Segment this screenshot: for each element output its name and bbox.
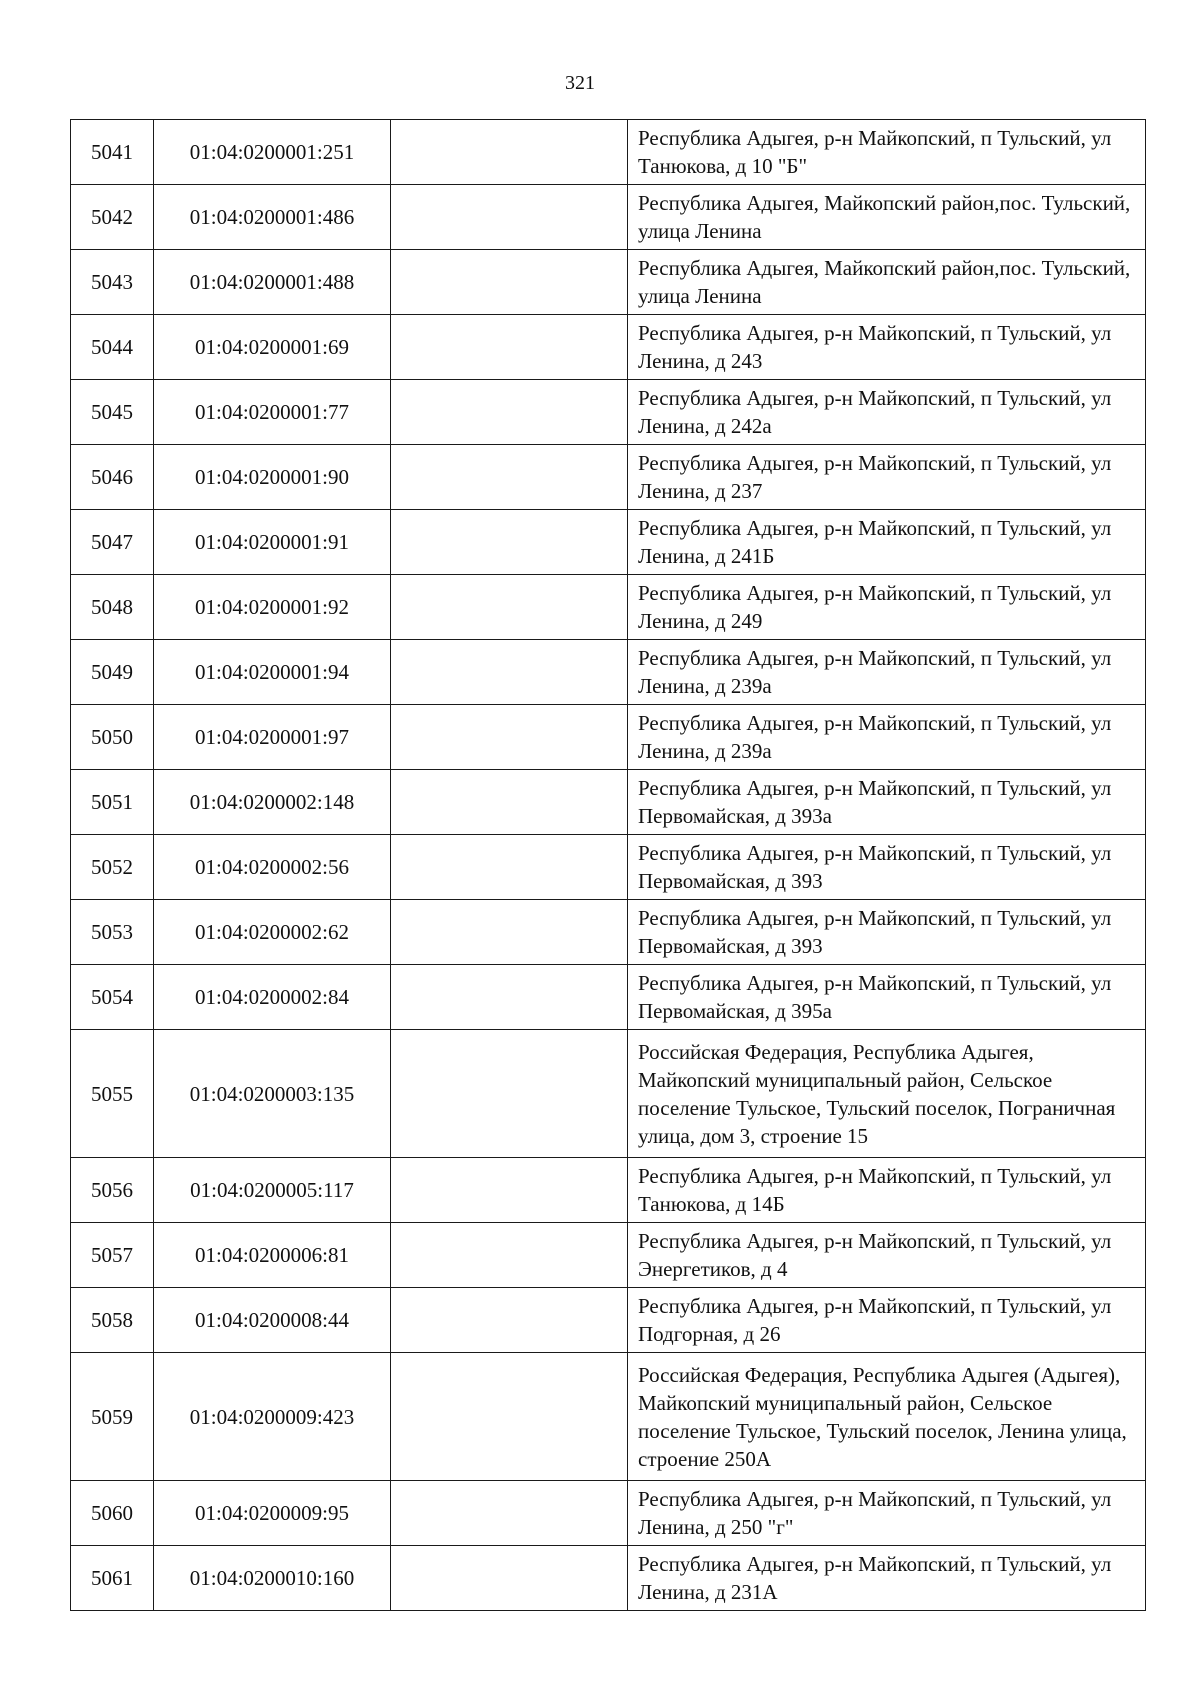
registry-table [70,119,1146,1611]
address-cell: Республика Адыгея, р-н Майкопский, п Тульский, ул Первомайская, д 395а [628,965,1146,1030]
extra-cell [391,1223,628,1288]
extra-cell [391,1546,628,1611]
address-cell: Республика Адыгея, р-н Майкопский, п Тульский, ул Ленина, д 231А [628,1546,1146,1611]
row-number-cell: 5061 [71,1546,154,1611]
table-row [71,120,1146,185]
row-number-cell: 5044 [71,315,154,380]
address-cell: Республика Адыгея, р-н Майкопский, п Тульский, ул Первомайская, д 393а [628,770,1146,835]
table-row [71,185,1146,250]
table-row [71,250,1146,315]
row-number-cell: 5041 [71,120,154,185]
address-cell: Республика Адыгея, р-н Майкопский, п Тульский, ул Ленина, д 242а [628,380,1146,445]
table-row [71,1481,1146,1546]
extra-cell [391,965,628,1030]
cadastral-number-cell: 01:04:0200008:44 [154,1288,391,1353]
cadastral-number-cell: 01:04:0200001:77 [154,380,391,445]
row-number-cell: 5042 [71,185,154,250]
row-number-cell: 5043 [71,250,154,315]
cadastral-number-cell: 01:04:0200010:160 [154,1546,391,1611]
extra-cell [391,120,628,185]
table-row [71,965,1146,1030]
extra-cell [391,1158,628,1223]
table-row [71,1546,1146,1611]
cadastral-number-cell: 01:04:0200005:117 [154,1158,391,1223]
row-number-cell: 5058 [71,1288,154,1353]
row-number-cell: 5046 [71,445,154,510]
extra-cell [391,900,628,965]
row-number-cell: 5050 [71,705,154,770]
extra-cell [391,510,628,575]
cadastral-number-cell: 01:04:0200001:90 [154,445,391,510]
cadastral-number-cell: 01:04:0200009:423 [154,1353,391,1481]
address-cell: Российская Федерация, Республика Адыгея (Адыгея), Майкопский муниципальный район, Сельское поселение Тульское, Тульский поселок, Ленина улица, строение 250А [628,1353,1146,1481]
row-number-cell: 5048 [71,575,154,640]
extra-cell [391,445,628,510]
table-row [71,640,1146,705]
cadastral-number-cell: 01:04:0200001:97 [154,705,391,770]
table-row [71,900,1146,965]
extra-cell [391,380,628,445]
row-number-cell: 5057 [71,1223,154,1288]
cadastral-number-cell: 01:04:0200002:148 [154,770,391,835]
extra-cell [391,315,628,380]
extra-cell [391,835,628,900]
address-cell: Республика Адыгея, р-н Майкопский, п Тульский, ул Первомайская, д 393 [628,900,1146,965]
address-cell: Республика Адыгея, р-н Майкопский, п Тульский, ул Ленина, д 241Б [628,510,1146,575]
address-cell: Республика Адыгея, р-н Майкопский, п Тульский, ул Подгорная, д 26 [628,1288,1146,1353]
cadastral-number-cell: 01:04:0200001:92 [154,575,391,640]
table-row [71,575,1146,640]
extra-cell [391,1030,628,1158]
row-number-cell: 5047 [71,510,154,575]
cadastral-number-cell: 01:04:0200002:84 [154,965,391,1030]
row-number-cell: 5059 [71,1353,154,1481]
extra-cell [391,1288,628,1353]
extra-cell [391,705,628,770]
table-row [71,1223,1146,1288]
extra-cell [391,1481,628,1546]
address-cell: Республика Адыгея, р-н Майкопский, п Тульский, ул Ленина, д 239а [628,640,1146,705]
address-cell: Республика Адыгея, р-н Майкопский, п Тульский, ул Ленина, д 243 [628,315,1146,380]
address-cell: Республика Адыгея, р-н Майкопский, п Тульский, ул Первомайская, д 393 [628,835,1146,900]
extra-cell [391,770,628,835]
table-row [71,1030,1146,1158]
address-cell: Республика Адыгея, Майкопский район,пос. Тульский, улица Ленина [628,185,1146,250]
extra-cell [391,250,628,315]
registry-table-body [71,120,1146,1611]
address-cell: Российская Федерация, Республика Адыгея, Майкопский муниципальный район, Сельское поселение Тульское, Тульский поселок, Пограничная улица, дом 3, строение 15 [628,1030,1146,1158]
table-row [71,770,1146,835]
cadastral-number-cell: 01:04:0200009:95 [154,1481,391,1546]
row-number-cell: 5060 [71,1481,154,1546]
address-cell: Республика Адыгея, р-н Майкопский, п Тульский, ул Танюкова, д 14Б [628,1158,1146,1223]
cadastral-number-cell: 01:04:0200001:91 [154,510,391,575]
extra-cell [391,640,628,705]
cadastral-number-cell: 01:04:0200003:135 [154,1030,391,1158]
table-row [71,835,1146,900]
row-number-cell: 5045 [71,380,154,445]
cadastral-number-cell: 01:04:0200001:69 [154,315,391,380]
row-number-cell: 5053 [71,900,154,965]
table-row [71,510,1146,575]
address-cell: Республика Адыгея, р-н Майкопский, п Тульский, ул Ленина, д 250 "г" [628,1481,1146,1546]
table-row [71,380,1146,445]
row-number-cell: 5052 [71,835,154,900]
cadastral-number-cell: 01:04:0200001:94 [154,640,391,705]
cadastral-number-cell: 01:04:0200006:81 [154,1223,391,1288]
cadastral-number-cell: 01:04:0200001:486 [154,185,391,250]
table-row [71,1288,1146,1353]
extra-cell [391,185,628,250]
page-number: 321 [565,72,595,94]
cadastral-number-cell: 01:04:0200001:488 [154,250,391,315]
row-number-cell: 5054 [71,965,154,1030]
row-number-cell: 5056 [71,1158,154,1223]
cadastral-number-cell: 01:04:0200002:56 [154,835,391,900]
row-number-cell: 5049 [71,640,154,705]
address-cell: Республика Адыгея, р-н Майкопский, п Тульский, ул Ленина, д 239а [628,705,1146,770]
table-row [71,315,1146,380]
row-number-cell: 5055 [71,1030,154,1158]
table-row [71,445,1146,510]
cadastral-number-cell: 01:04:0200001:251 [154,120,391,185]
extra-cell [391,575,628,640]
extra-cell [391,1353,628,1481]
address-cell: Республика Адыгея, р-н Майкопский, п Тульский, ул Ленина, д 249 [628,575,1146,640]
table-row [71,1158,1146,1223]
address-cell: Республика Адыгея, р-н Майкопский, п Тульский, ул Танюкова, д 10 "Б" [628,120,1146,185]
address-cell: Республика Адыгея, Майкопский район,пос. Тульский, улица Ленина [628,250,1146,315]
table-row [71,705,1146,770]
row-number-cell: 5051 [71,770,154,835]
cadastral-number-cell: 01:04:0200002:62 [154,900,391,965]
table-row [71,1353,1146,1481]
address-cell: Республика Адыгея, р-н Майкопский, п Тульский, ул Энергетиков, д 4 [628,1223,1146,1288]
address-cell: Республика Адыгея, р-н Майкопский, п Тульский, ул Ленина, д 237 [628,445,1146,510]
